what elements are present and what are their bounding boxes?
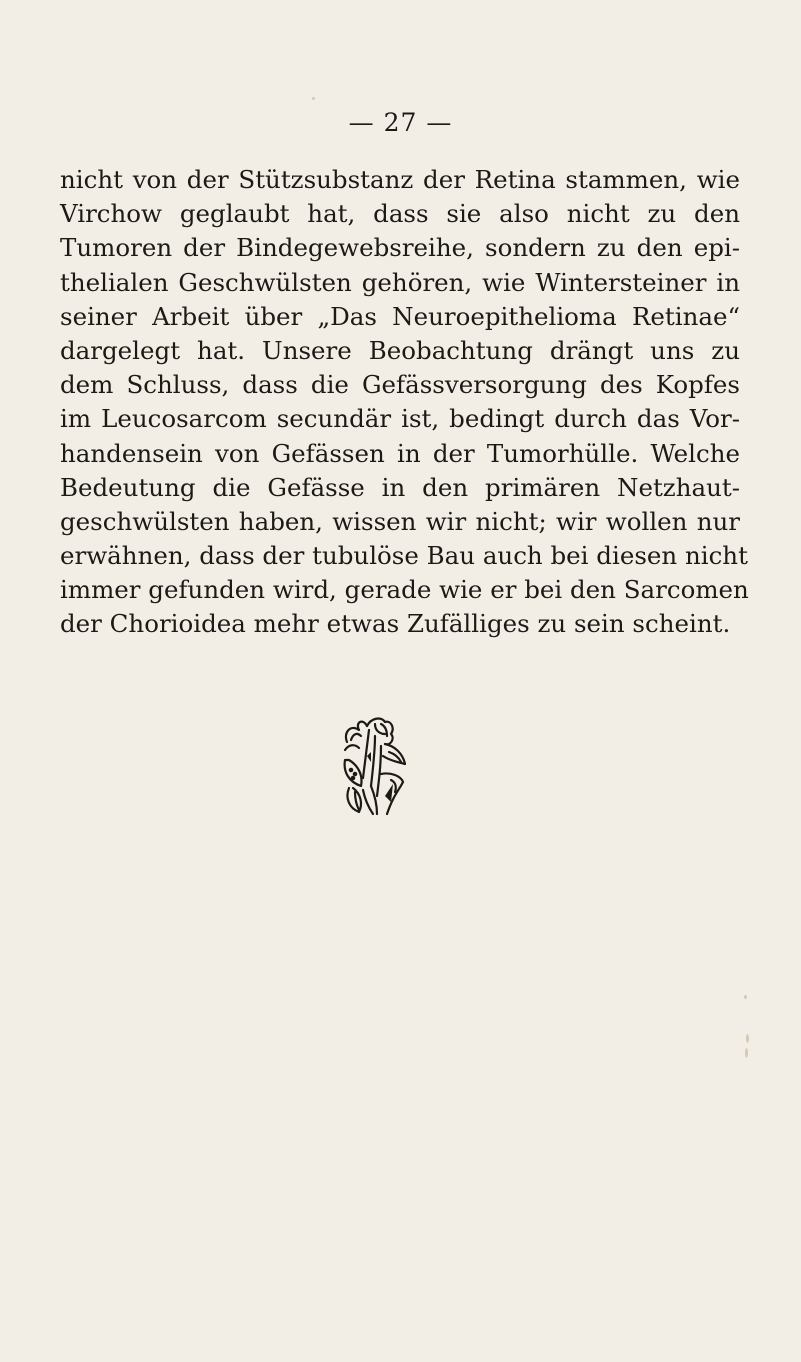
text-line: dargelegt hat. Unsere Beobachtung drängt uns zu bbox=[60, 335, 740, 365]
floral-vignette-icon bbox=[341, 716, 407, 816]
body-text bbox=[60, 163, 749, 642]
paper-speck bbox=[746, 1034, 749, 1043]
text-line: thelialen Geschwülsten gehören, wie Wintersteiner in bbox=[60, 267, 740, 297]
text-line: Virchow geglaubt hat, dass sie also nicht zu den bbox=[60, 199, 740, 229]
text-line: der Chorioidea mehr etwas Zufälliges zu sein scheint. bbox=[60, 609, 731, 639]
text-line: Bedeutung die Gefässe in den primären Netzhaut- bbox=[60, 472, 740, 502]
page-number: — 27 — bbox=[348, 108, 453, 137]
text-line: seiner Arbeit über „Das Neuroepithelioma Retinae“ bbox=[60, 301, 740, 331]
text-line: dem Schluss, dass die Gefässversorgung des Kopfes bbox=[60, 370, 740, 400]
text-line: geschwülsten haben, wissen wir nicht; wir wollen nur bbox=[60, 506, 740, 536]
text-line: nicht von der Stützsubstanz der Retina stammen, wie bbox=[60, 165, 740, 194]
text-line: Tumoren der Bindegewebsreihe, sondern zu den epi- bbox=[60, 233, 740, 263]
text-line: handensein von Gefässen in der Tumorhülle. Welche bbox=[60, 438, 740, 468]
paper-speck bbox=[312, 97, 315, 100]
text-line: im Leucosarcom secundär ist, bedingt durch das Vor- bbox=[60, 404, 740, 434]
paper-speck bbox=[744, 995, 747, 999]
paper-speck bbox=[745, 1048, 748, 1058]
text-line: erwähnen, dass der tubulöse Bau auch bei diesen nicht bbox=[60, 541, 748, 571]
text-line: immer gefunden wird, gerade wie er bei den Sarcomen bbox=[60, 575, 749, 605]
